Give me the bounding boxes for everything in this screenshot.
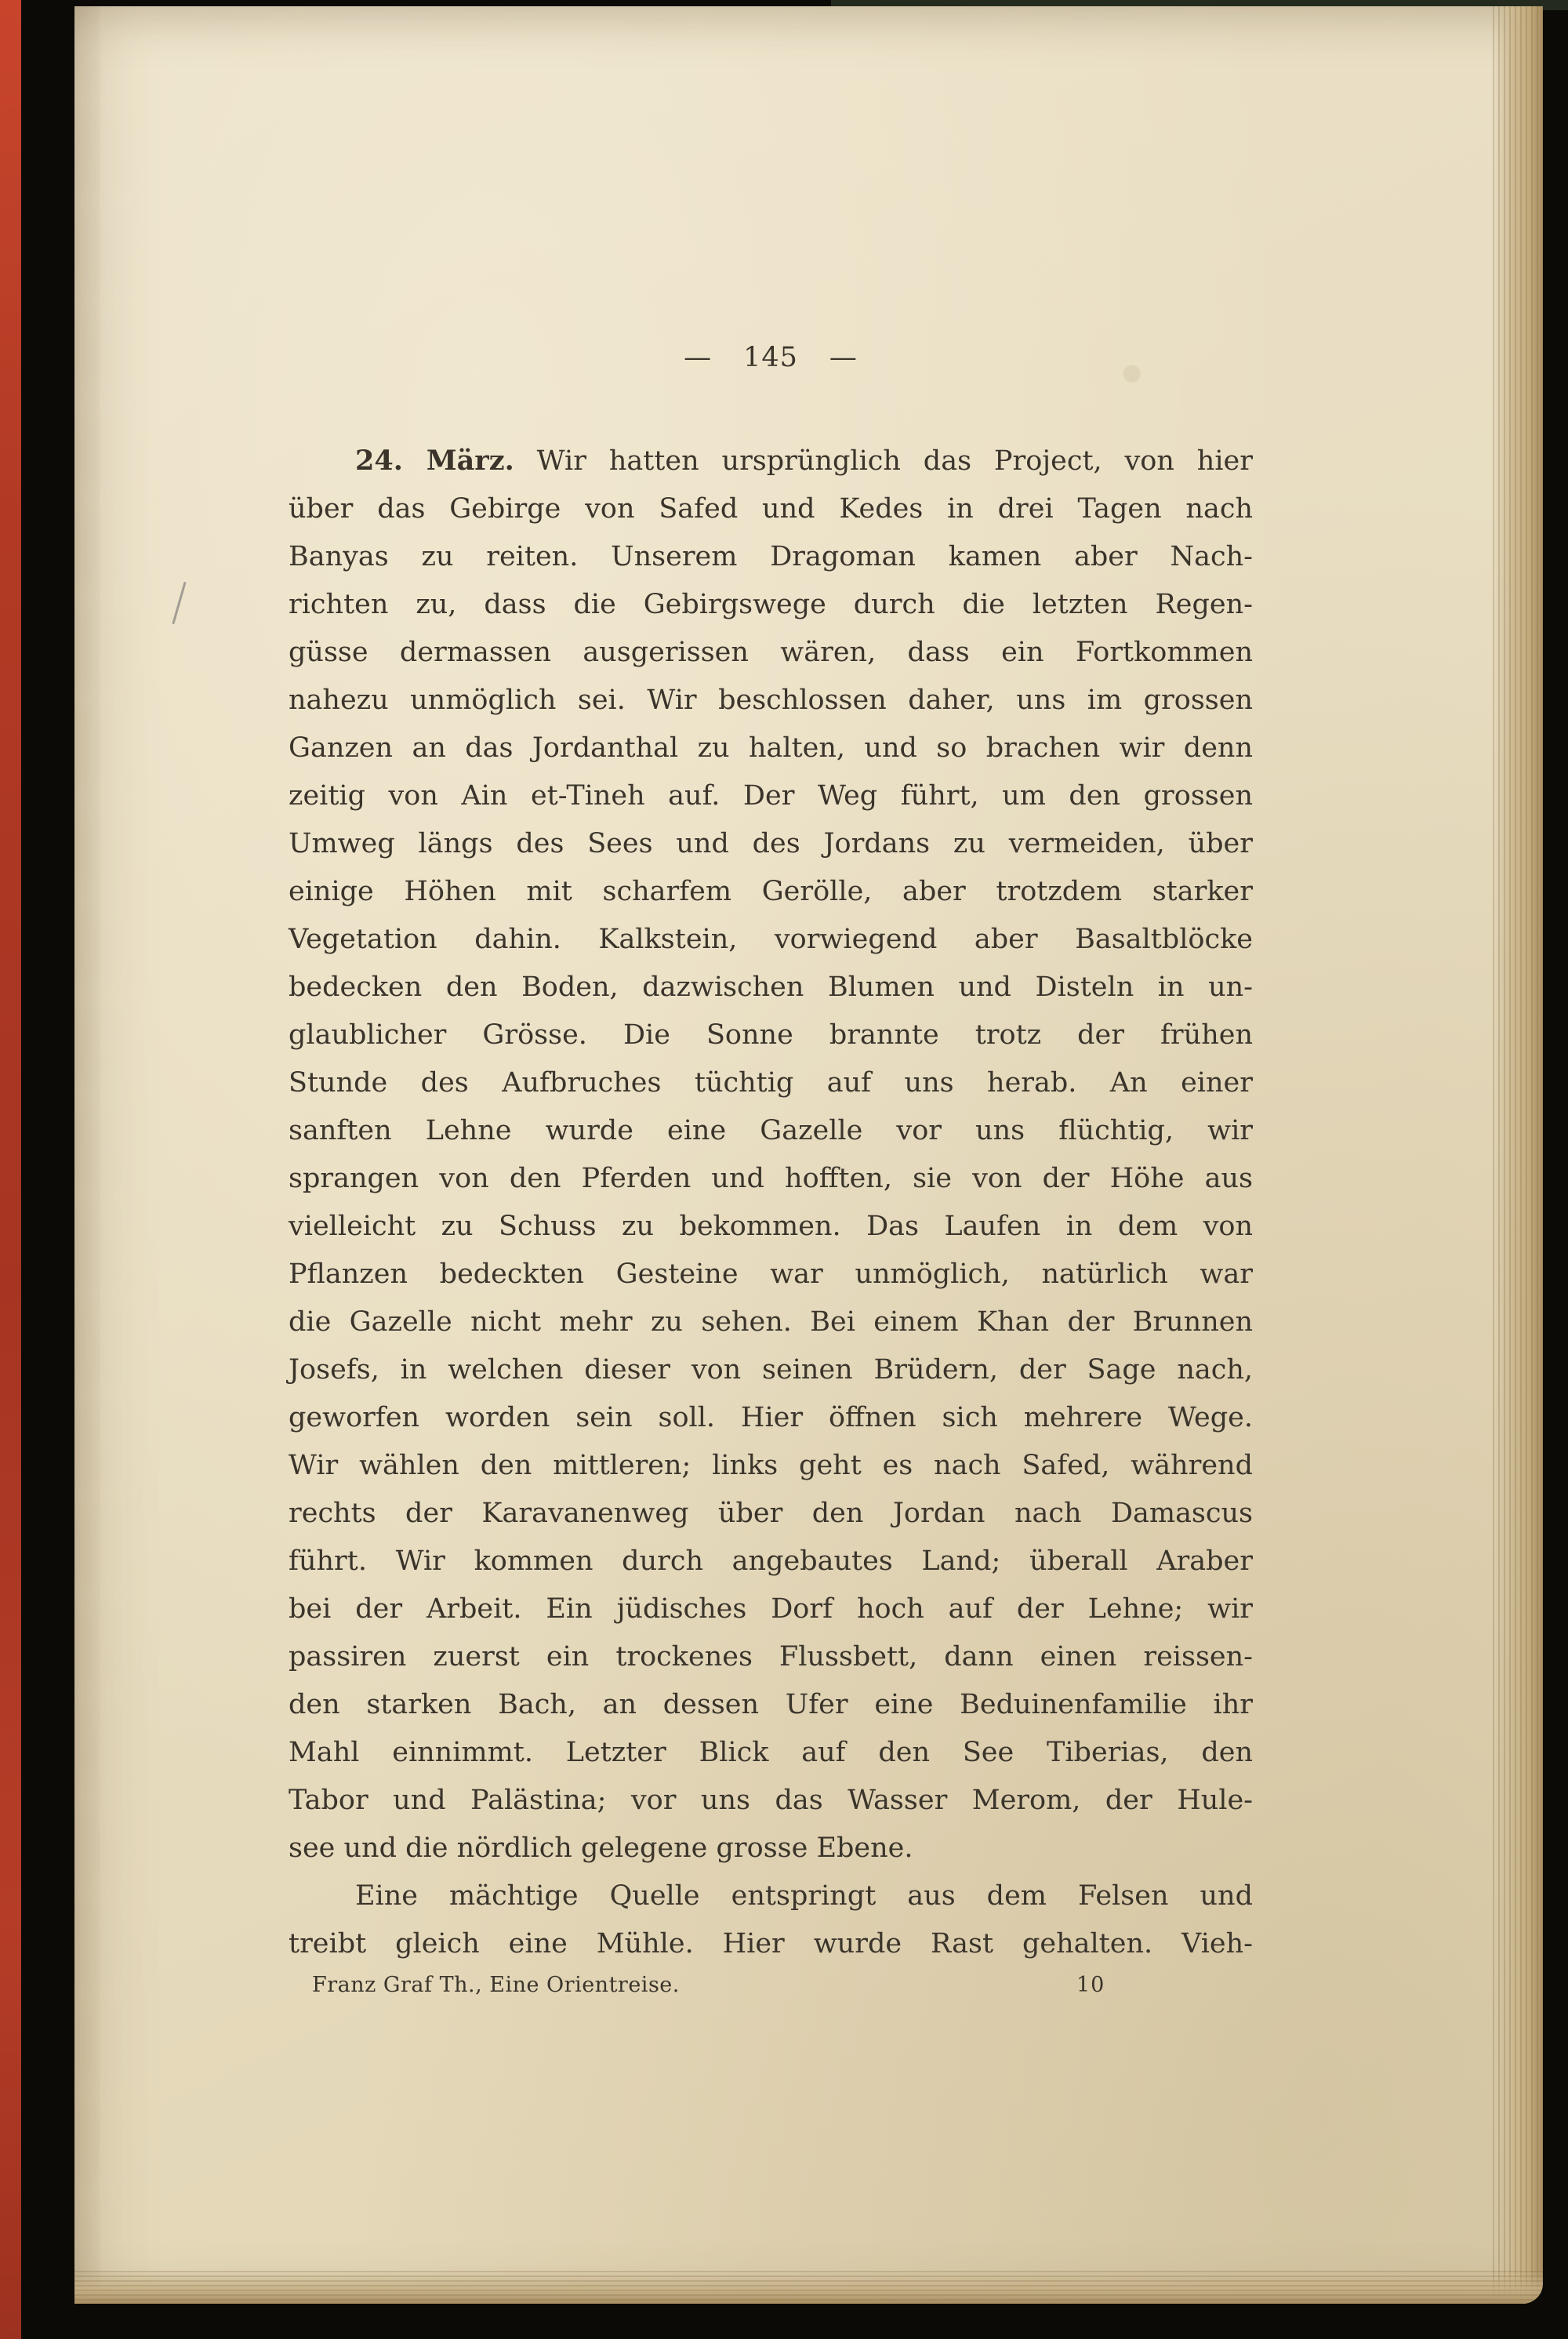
body-text <box>289 437 1253 1968</box>
text-line: vielleicht zu Schuss zu bekommen. Das Laufen in dem von <box>289 1211 1253 1242</box>
text-line: Mahl einnimmt. Letzter Blick auf den See Tiberias, den <box>289 1737 1253 1768</box>
page-number-dash-left: — <box>684 342 713 373</box>
text-line: Umweg längs des Sees und des Jordans zu vermeiden, über <box>289 828 1253 859</box>
text-line: zeitig von Ain et-Tineh auf. Der Weg führt, um den grossen <box>289 780 1253 812</box>
text-line: Wir wählen den mittleren; links geht es nach Safed, während <box>289 1450 1253 1481</box>
text-line: treibt gleich eine Mühle. Hier wurde Rast gehalten. Vieh- <box>289 1928 1253 1959</box>
text-line: richten zu, dass die Gebirgswege durch die letzten Regen- <box>289 589 1253 620</box>
footer-book-title: Franz Graf Th., Eine Orientreise. <box>312 1973 680 1997</box>
text-line: bei der Arbeit. Ein jüdisches Dorf hoch auf der Lehne; wir <box>289 1593 1253 1625</box>
page-number <box>289 342 1253 373</box>
red-binding-strip <box>0 0 21 2339</box>
text-line: Vegetation dahin. Kalkstein, vorwiegend aber Basaltblöcke <box>289 924 1253 955</box>
text-line: güsse dermassen ausgerissen wären, dass ein Fortkommen <box>289 637 1253 668</box>
text-line: nahezu unmöglich sei. Wir beschlossen daher, uns im grossen <box>289 685 1253 716</box>
text-line: bedecken den Boden, dazwischen Blumen und Disteln in un- <box>289 972 1253 1003</box>
text-line: rechts der Karavanenweg über den Jordan nach Damascus <box>289 1498 1253 1529</box>
text-line: Pflanzen bedeckten Gesteine war unmöglich, natürlich war <box>289 1258 1253 1290</box>
page-number-value: 145 <box>743 342 798 373</box>
footer <box>289 1973 1253 2006</box>
text-line: see und die nördlich gelegene grosse Ebene. <box>289 1832 913 1864</box>
footer-sheet-signature: 10 <box>1076 1973 1105 1997</box>
text-line: sanften Lehne wurde eine Gazelle vor uns flüchtig, wir <box>289 1115 1253 1146</box>
text-line: Ganzen an das Jordanthal zu halten, und so brachen wir denn <box>289 732 1253 764</box>
text-line: Eine mächtige Quelle entspringt aus dem Felsen und <box>355 1880 1253 1912</box>
text-line: führt. Wir kommen durch angebautes Land; überall Araber <box>289 1545 1253 1577</box>
text-line: sprangen von den Pferden und hofften, sie von der Höhe aus <box>289 1163 1253 1194</box>
text-line: passiren zuerst ein trockenes Flussbett, dann einen reissen- <box>289 1641 1253 1673</box>
text-line: Tabor und Palästina; vor uns das Wasser Merom, der Hule- <box>289 1785 1253 1816</box>
text-line: geworfen worden sein soll. Hier öffnen sich mehrere Wege. <box>289 1402 1253 1433</box>
text-line: Banyas zu reiten. Unserem Dragoman kamen aber Nach- <box>289 541 1253 572</box>
page-number-dash-right: — <box>829 342 858 373</box>
text-line: den starken Bach, an dessen Ufer eine Beduinenfamilie ihr <box>289 1689 1253 1720</box>
page-edge-right <box>1493 6 1543 2304</box>
pencil-mark <box>172 582 186 625</box>
text-line: Stunde des Aufbruches tüchtig auf uns herab. An einer <box>289 1067 1253 1099</box>
book-page <box>74 6 1543 2304</box>
page-edge-bottom <box>74 2271 1543 2304</box>
text-line: 24. März. Wir hatten ursprünglich das Project, von hier <box>355 445 1253 477</box>
text-line: die Gazelle nicht mehr zu sehen. Bei einem Khan der Brunnen <box>289 1306 1253 1338</box>
text-line: glaublicher Grösse. Die Sonne brannte trotz der frühen <box>289 1019 1253 1051</box>
text-line: Josefs, in welchen dieser von seinen Brüdern, der Sage nach, <box>289 1354 1253 1386</box>
text-line: über das Gebirge von Safed und Kedes in drei Tagen nach <box>289 493 1253 525</box>
text-line: einige Höhen mit scharfem Gerölle, aber trotzdem starker <box>289 876 1253 907</box>
